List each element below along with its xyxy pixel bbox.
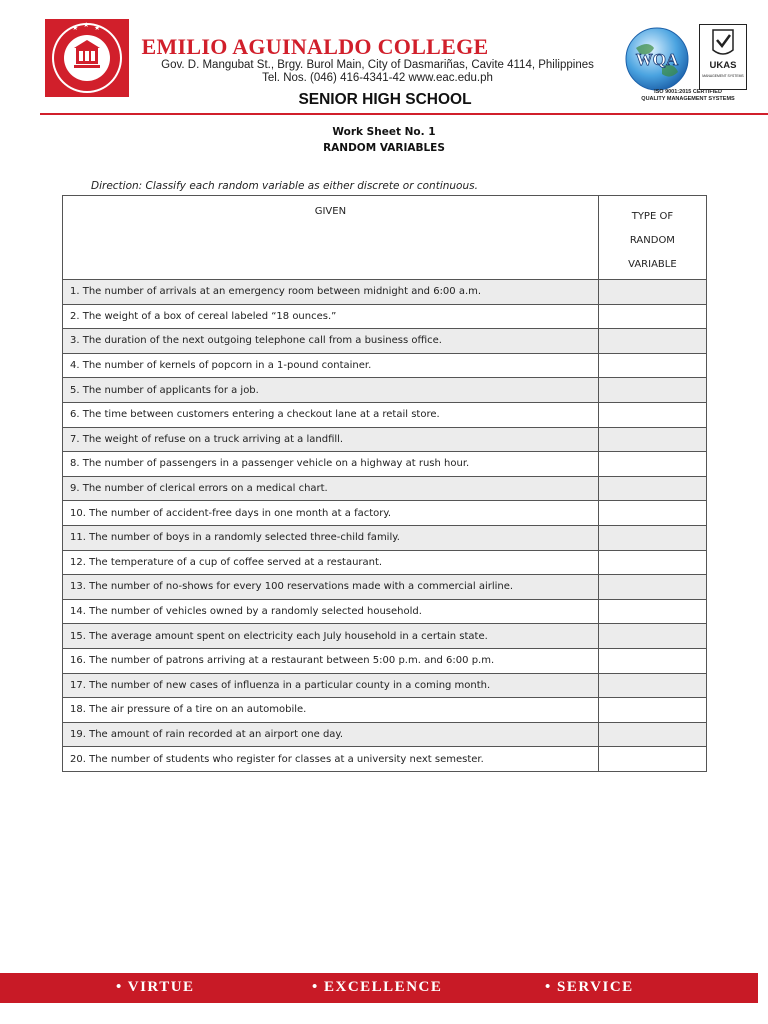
worksheet-direction: Direction: Classify each random variable as either discrete or continuous.: [91, 180, 478, 192]
given-cell: 12. The temperature of a cup of coffee served at a restaurant.: [63, 550, 599, 575]
answer-cell[interactable]: [598, 575, 706, 600]
svg-text:★: ★: [72, 24, 79, 32]
table-row: [63, 599, 707, 624]
table-row: [63, 747, 707, 772]
iso-certification-text: [618, 89, 758, 102]
answer-cell[interactable]: [598, 378, 706, 403]
motto-service: • SERVICE: [545, 979, 634, 995]
header-type-of-random-variable: [598, 196, 706, 280]
given-cell: 19. The amount of rain recorded at an airport one day.: [63, 722, 599, 747]
wqa-globe-logo: [624, 26, 690, 92]
given-cell: 17. The number of new cases of influenza in a particular county in a coming month.: [63, 673, 599, 698]
table-row: [63, 329, 707, 354]
table-row: [63, 378, 707, 403]
table-row: [63, 304, 707, 329]
given-cell: 1. The number of arrivals at an emergency room between midnight and 6:00 a.m.: [63, 280, 599, 305]
college-contact: Tel. Nos. (046) 416-4341-42 www.eac.edu.ph: [262, 72, 493, 84]
given-cell: 3. The duration of the next outgoing telephone call from a business office.: [63, 329, 599, 354]
given-cell: 15. The average amount spent on electricity each July household in a certain state.: [63, 624, 599, 649]
iso-line-1: ISO 9001:2015 CERTIFIED: [654, 89, 722, 95]
given-cell: 7. The weight of refuse on a truck arriving at a landfill.: [63, 427, 599, 452]
table-row: [63, 722, 707, 747]
given-cell: 20. The number of students who register for classes at a university next semester.: [63, 747, 599, 772]
given-cell: 6. The time between customers entering a checkout lane at a retail store.: [63, 402, 599, 427]
svg-text:WQA: WQA: [635, 50, 679, 69]
given-cell: 13. The number of no-shows for every 100 reservations made with a commercial airline.: [63, 575, 599, 600]
table-row: [63, 476, 707, 501]
svg-text:★: ★: [94, 24, 101, 32]
given-cell: 18. The air pressure of a tire on an automobile.: [63, 698, 599, 723]
table-row: [63, 280, 707, 305]
header-type-line-3: VARIABLE: [628, 259, 677, 270]
table-row: [63, 353, 707, 378]
given-cell: 11. The number of boys in a randomly selected three-child family.: [63, 525, 599, 550]
answer-cell[interactable]: [598, 280, 706, 305]
given-cell: 14. The number of vehicles owned by a randomly selected household.: [63, 599, 599, 624]
answer-cell[interactable]: [598, 673, 706, 698]
worksheet-title: Work Sheet No. 1: [332, 126, 436, 138]
table-row: [63, 673, 707, 698]
answer-cell[interactable]: [598, 722, 706, 747]
table-row: [63, 550, 707, 575]
answer-cell[interactable]: [598, 698, 706, 723]
header-divider: [40, 113, 768, 115]
answer-cell[interactable]: [598, 624, 706, 649]
svg-text:★: ★: [83, 21, 90, 29]
college-name: EMILIO AGUINALDO COLLEGE: [141, 34, 489, 59]
answer-cell[interactable]: [598, 452, 706, 477]
header-given: GIVEN: [63, 196, 599, 280]
table-row: [63, 648, 707, 673]
given-cell: 8. The number of passengers in a passenger vehicle on a highway at rush hour.: [63, 452, 599, 477]
classification-table: [62, 195, 707, 772]
answer-cell[interactable]: [598, 648, 706, 673]
answer-cell[interactable]: [598, 353, 706, 378]
given-cell: 16. The number of patrons arriving at a restaurant between 5:00 p.m. and 6:00 p.m.: [63, 648, 599, 673]
given-cell: 5. The number of applicants for a job.: [63, 378, 599, 403]
worksheet-subtitle: RANDOM VARIABLES: [323, 142, 445, 154]
given-cell: 4. The number of kernels of popcorn in a 1-pound container.: [63, 353, 599, 378]
answer-cell[interactable]: [598, 476, 706, 501]
ukas-certification-logo: [699, 24, 747, 90]
svg-text:MANAGEMENT SYSTEMS: MANAGEMENT SYSTEMS: [702, 74, 744, 78]
answer-cell[interactable]: [598, 747, 706, 772]
answer-cell[interactable]: [598, 427, 706, 452]
given-cell: 9. The number of clerical errors on a medical chart.: [63, 476, 599, 501]
table-row: [63, 402, 707, 427]
answer-cell[interactable]: [598, 304, 706, 329]
motto-virtue: • VIRTUE: [116, 979, 195, 995]
college-address: Gov. D. Mangubat St., Brgy. Burol Main, City of Dasmariñas, Cavite 4114, Philippines: [161, 59, 594, 71]
answer-cell[interactable]: [598, 599, 706, 624]
header-type-line-1: TYPE OF: [631, 211, 674, 222]
table-body: [63, 280, 707, 772]
iso-line-2: QUALITY MANAGEMENT SYSTEMS: [641, 95, 735, 102]
svg-text:UKAS: UKAS: [709, 60, 737, 71]
table-row: [63, 624, 707, 649]
header-type-line-2: RANDOM: [629, 235, 675, 246]
answer-cell[interactable]: [598, 550, 706, 575]
footer-motto-bar: [0, 973, 758, 1003]
college-seal-logo: [44, 18, 130, 98]
table-row: [63, 698, 707, 723]
given-cell: 2. The weight of a box of cereal labeled “18 ounces.”: [63, 304, 599, 329]
answer-cell[interactable]: [598, 501, 706, 526]
answer-cell[interactable]: [598, 402, 706, 427]
table-row: [63, 501, 707, 526]
school-division: SENIOR HIGH SCHOOL: [298, 91, 472, 108]
table-header-row: [63, 196, 707, 280]
table-row: [63, 427, 707, 452]
given-cell: 10. The number of accident-free days in one month at a factory.: [63, 501, 599, 526]
table-row: [63, 452, 707, 477]
table-row: [63, 575, 707, 600]
table-row: [63, 525, 707, 550]
motto-excellence: • EXCELLENCE: [312, 979, 443, 995]
letterhead: [0, 0, 768, 118]
answer-cell[interactable]: [598, 525, 706, 550]
answer-cell[interactable]: [598, 329, 706, 354]
